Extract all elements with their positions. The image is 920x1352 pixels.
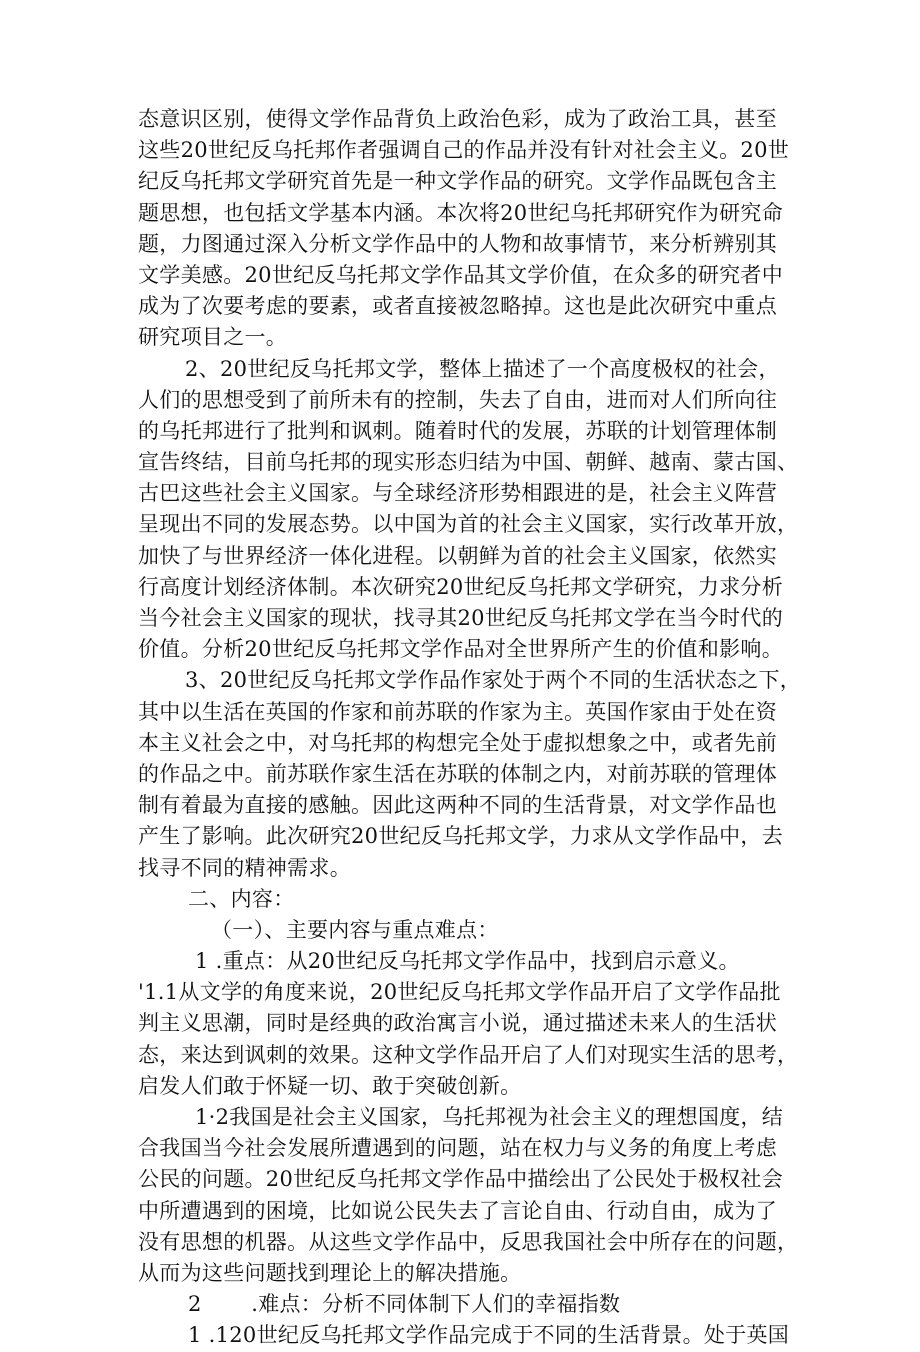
text-line: 从而为这些问题找到理论上的解决措施。 [138,1260,522,1285]
section-heading: 二、内容： [188,886,295,911]
document-body [138,104,802,1352]
text-line: 纪反乌托邦文学研究首先是一种文学作品的研究。文学作品既包含主 [138,169,777,194]
text-line: 判主义思潮，同时是经典的政治寓言小说，通过描述未来人的生活状 [138,1011,777,1036]
text-line: 呈现出不同的发展态势。以中国为首的社会主义国家，实行改革开放， [138,512,799,537]
subsection-heading: （一）、主要内容与重点难点： [211,917,499,942]
paragraph-start: 2、20世纪反乌托邦文学，整体上描述了一个高度极权的社会， [185,356,780,381]
text-line: 加快了与世界经济一体化进程。以朝鲜为首的社会主义国家，依然实 [138,543,777,568]
text-line: 题思想，也包括文学基本内涵。本次将20世纪乌托邦研究作为研究命 [138,200,784,225]
text-line: 这些20世纪反乌托邦作者强调自己的作品并没有针对社会主义。20世 [138,138,790,163]
text-line: 当今社会主义国家的现状，找寻其20世纪反乌托邦文学在当今时代的 [138,606,784,630]
text-line: 公民的问题。20世纪反乌托邦文学作品中描绘出了公民处于极权社会 [138,1167,784,1192]
text-line: 人们的思想受到了前所未有的控制，失去了自由，进而对人们所向往 [138,387,777,412]
text-line: 本主义社会之中，对乌托邦的构想完全处于虚拟想象之中，或者先前 [138,730,777,755]
text-line: 态，来达到讽刺的效果。这种文学作品开启了人们对现实生活的思考， [138,1042,799,1067]
text-line: 行高度计划经济体制。本次研究20世纪反乌托邦文学研究，力求分析 [138,574,784,599]
text-line: 中所遭遇到的困境，比如说公民失去了言论自由、行动自由，成为了 [138,1198,777,1223]
text-line: 的乌托邦进行了批判和讽刺。随着时代的发展，苏联的计划管理体制 [138,418,777,443]
text-line: 的作品之中。前苏联作家生活在苏联的体制之内，对前苏联的管理体 [138,761,777,786]
item-heading: 1 .重点：从20世纪反乌托邦文学作品中，找到启示意义。 [195,949,740,974]
text-line: 价值。分析20世纪反乌托邦文学作品对全世界所产生的价值和影响。 [138,637,784,662]
text-line: 宣告终结，目前乌托邦的现实形态归结为中国、朝鲜、越南、蒙古国、 [138,450,799,475]
paragraph-start: 1·2我国是社会主义国家，乌托邦视为社会主义的理想国度，结 [195,1105,784,1129]
paragraph-start: 3、20世纪反乌托邦文学作品作家处于两个不同的生活状态之下， [185,668,802,693]
item-heading: 2 .难点：分析不同体制下人们的幸福指数 [188,1292,621,1317]
text-line: 制有着最为直接的感触。因此这两种不同的生活背景，对文学作品也 [138,793,777,818]
text-line: 古巴这些社会主义国家。与全球经济形势相跟进的是，社会主义阵营 [138,481,777,506]
text-line: 题，力图通过深入分析文学作品中的人物和故事情节，来分析辨别其 [138,231,777,256]
text-line: '1.1从文学的角度来说，20世纪反乌托邦文学作品开启了文学作品批 [138,980,781,1005]
text-line: 态意识区别，使得文学作品背负上政治色彩，成为了政治工具，甚至 [138,107,777,131]
text-line: 找寻不同的精神需求。 [138,855,351,880]
text-line: 启发人们敢于怀疑一切、敢于突破创新。 [138,1073,522,1098]
text-line: 成为了次要考虑的要素，或者直接被忽略掉。这也是此次研究中重点 [138,294,777,319]
paragraph-start: 1 .120世纪反乌托邦文学作品完成于不同的生活背景。处于英国 [188,1323,790,1348]
text-line: 没有思想的机器。从这些文学作品中，反思我国社会中所存在的问题， [138,1229,799,1254]
text-line: 其中以生活在英国的作家和前苏联的作家为主。英国作家由于处在资 [138,699,777,724]
text-line: 合我国当今社会发展所遭遇到的问题，站在权力与义务的角度上考虑 [138,1136,777,1161]
text-line: 产生了影响。此次研究20世纪反乌托邦文学，力求从文学作品中，去 [138,824,784,849]
text-line: 文学美感。20世纪反乌托邦文学作品其文学价值，在众多的研究者中 [138,262,784,287]
text-line: 研究项目之一。 [138,325,288,350]
